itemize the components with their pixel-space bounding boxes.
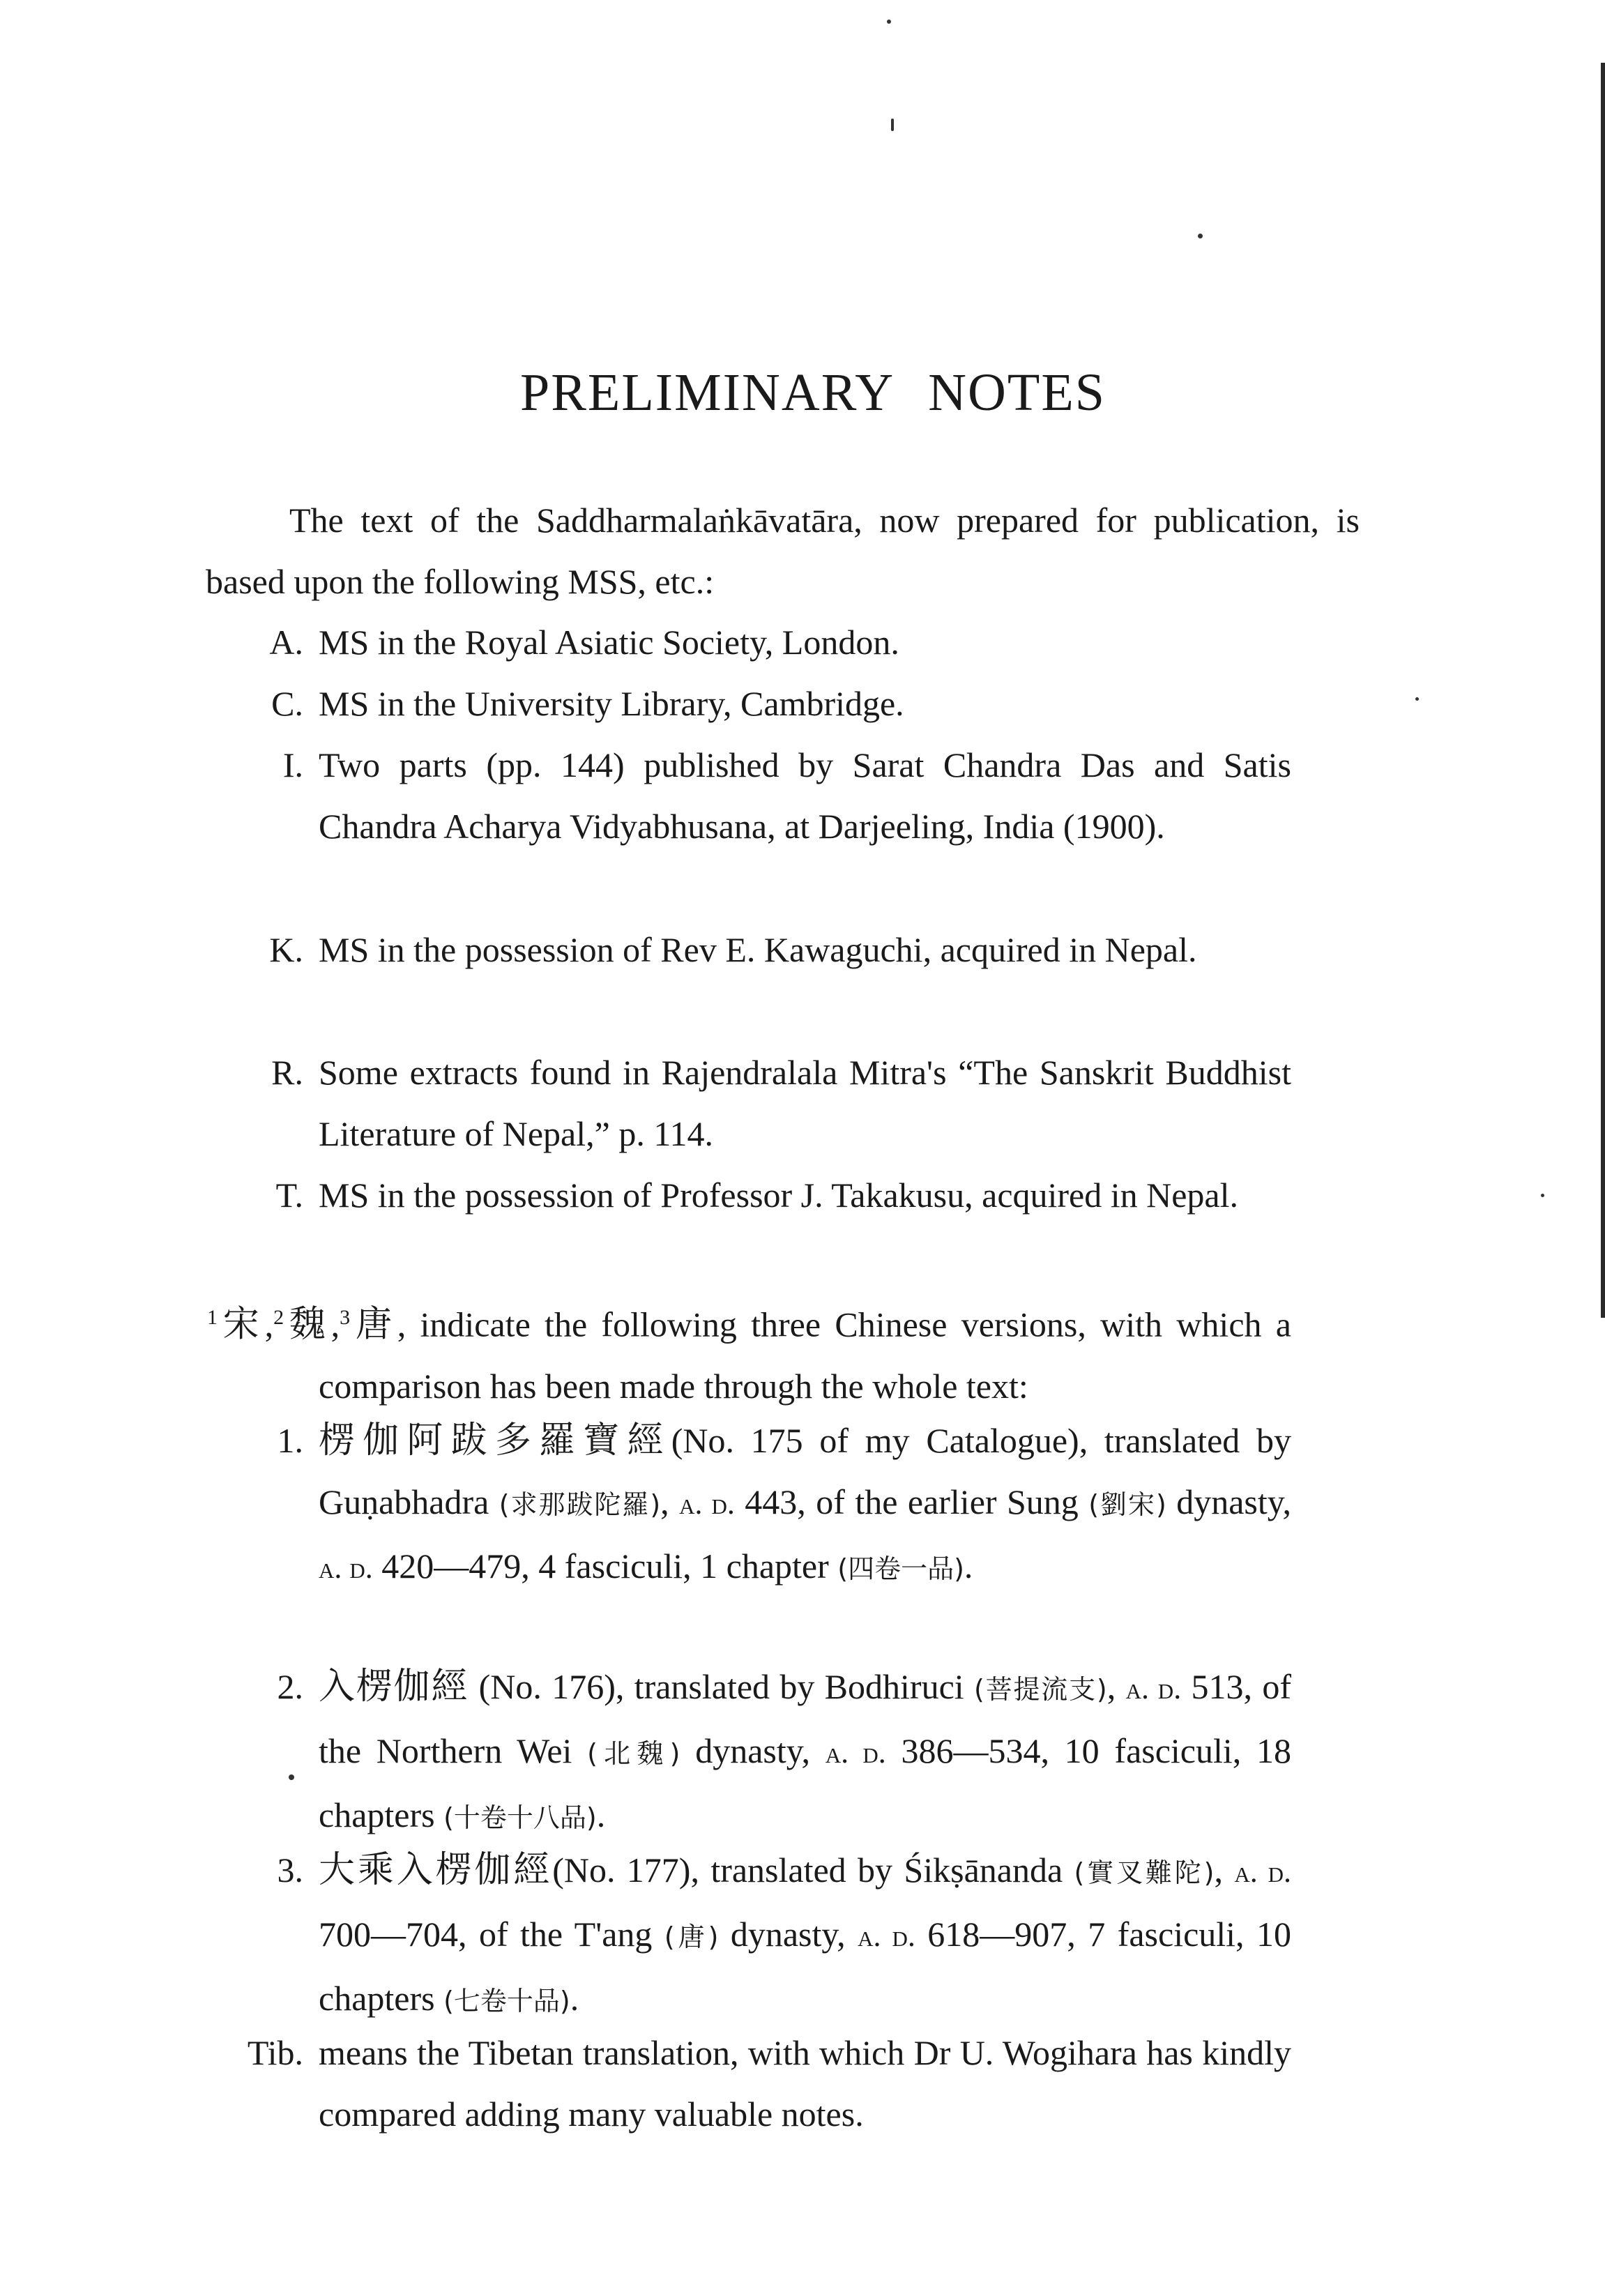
version-key: 3. (277, 1850, 303, 1890)
scan-speck (887, 20, 891, 24)
ms-key: I. (282, 745, 303, 784)
ms-key: K. (269, 930, 303, 969)
ms-text: Some extracts found in Rajendralala Mitra's “The Sanskrit Buddhist Literature of Nepal,” p. 114. (319, 1053, 1291, 1153)
scan-speck (289, 1774, 294, 1780)
ms-text: Two parts (pp. 144) published by Sarat Chandra Das and Satis Chandra Acharya Vidyabhusana, at Darjeeling, India (1900). (319, 745, 1291, 846)
ms-key: R. (271, 1053, 303, 1092)
title-word-1: PRELIMINARY (519, 363, 895, 422)
ms-text: MS in the University Library, Cambridge. (319, 684, 904, 723)
version-key: 1. (277, 1421, 303, 1460)
ms-key: T. (275, 1176, 303, 1215)
scan-speck (1198, 234, 1203, 238)
version-key: 2. (277, 1667, 303, 1706)
title-word-2: NOTES (928, 363, 1106, 422)
wei-char: 魏 (284, 1303, 331, 1346)
scan-speck (891, 119, 894, 131)
version-text: 大乘入楞伽經(No. 177), translated by Śikṣānanda (實叉難陀), a. d. 700—704, of the T'ang (唐) dynasty, a. d. 618—907, 7 fasciculi, 10 chapters (七卷十品). (319, 1849, 1292, 2018)
ms-text: MS in the Royal Asiatic Society, London. (319, 623, 899, 662)
tib-key: Tib. (247, 2033, 303, 2072)
intro-paragraph: The text of the Saddharmalaṅkāvatāra, now prepared for publication, is based upon the following MSS, etc.: (206, 501, 1360, 601)
scan-speck (1415, 697, 1419, 701)
ms-text: MS in the possession of Rev E. Kawaguchi, acquired in Nepal. (319, 930, 1197, 969)
song-char: 宋 (218, 1303, 265, 1346)
version-text: 入楞伽經 (No. 176), translated by Bodhiruci (菩提流支), a. d. 513, of the Northern Wei (北魏) dynasty, a. d. 386—534, 10 fasciculi, 18 chapters (十卷十八品). (319, 1666, 1292, 1834)
chinese-intro-text: $^1$宋,$^2$魏,$^3$唐, indicate the following three Chinese versions, with which a comparison has been made through the whole text: (207, 1303, 1291, 1406)
tang-char: 唐 (350, 1303, 397, 1346)
ms-key: C. (271, 684, 303, 723)
version-text: 楞伽阿跋多羅寶經(No. 175 of my Catalogue), translated by Guṇabhadra (求那跋陀羅), a. d. 443, of the earlier Sung (劉宋) dynasty, a. d. 420—479, 4 fasciculi, 1 chapter (四卷一品). (319, 1420, 1292, 1586)
scan-speck (1541, 1194, 1544, 1197)
ms-key: A. (269, 623, 303, 662)
page-title (0, 363, 1605, 423)
ms-text: MS in the possession of Professor J. Takakusu, acquired in Nepal. (319, 1176, 1239, 1215)
scan-edge-line (1601, 63, 1605, 1318)
tib-text: means the Tibetan translation, with which Dr U. Wogihara has kindly compared adding many valuable notes. (319, 2033, 1291, 2134)
